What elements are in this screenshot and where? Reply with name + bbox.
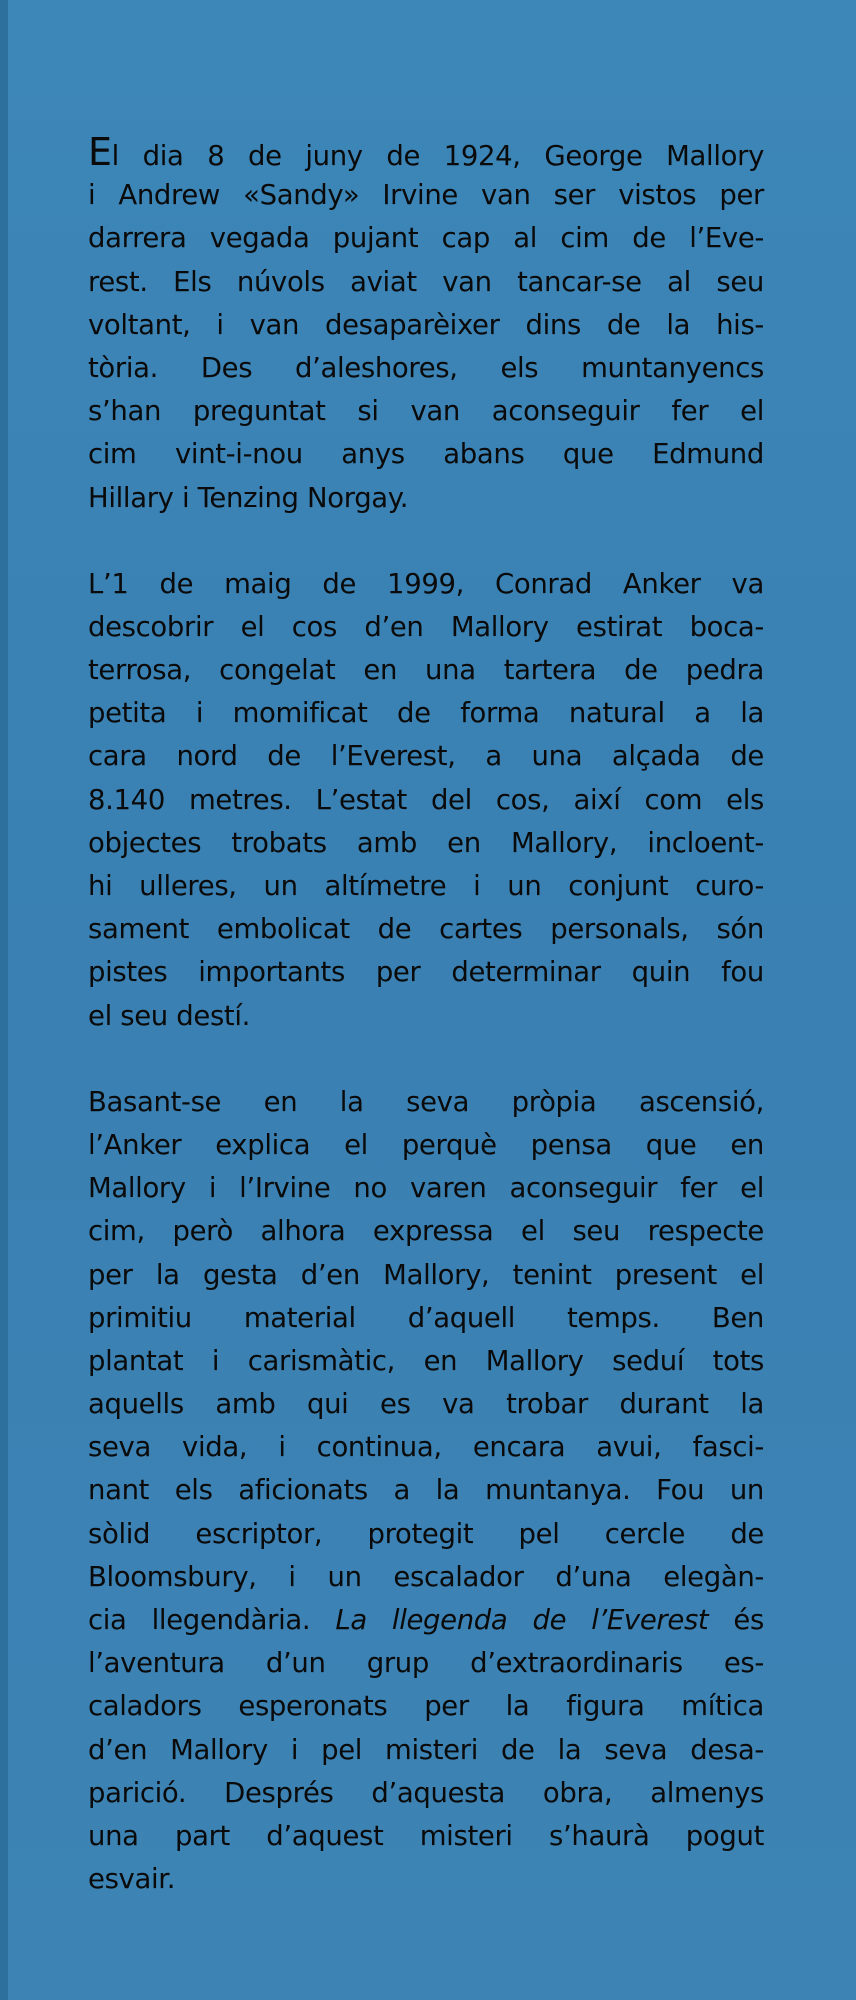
text-line: sament embolicat de cartes personals, són (88, 913, 764, 946)
text-line: objectes trobats amb en Mallory, incloent- (88, 826, 764, 859)
text-line: Hillary i Tenzing Norgay. (88, 481, 409, 514)
text-line: i Andrew «Sandy» Irvine van ser vistos per (88, 179, 764, 212)
paragraph-gap (88, 1038, 764, 1081)
text-line: esvair. (88, 1863, 176, 1896)
text-line: L’1 de maig de 1999, Conrad Anker va (88, 567, 764, 600)
text-line: d’en Mallory i pel misteri de la seva desa- (88, 1733, 764, 1766)
text-line: Mallory i l’Irvine no varen aconseguir fer el (88, 1172, 764, 1205)
text-line: s’han preguntat si van aconseguir fer el (88, 395, 764, 428)
paragraph-3 (88, 1081, 764, 1902)
text-line: l’aventura d’un grup d’extraordinaris es- (88, 1647, 764, 1680)
text-line (88, 1599, 764, 1642)
drop-cap: E (88, 130, 112, 174)
paragraph-1 (88, 131, 764, 520)
book-title: La llegenda de l’Everest (335, 1604, 709, 1636)
text-line: descobrir el cos d’en Mallory estirat boca- (88, 610, 764, 643)
text-line: parició. Després d’aquesta obra, almenys (88, 1776, 764, 1809)
paragraph-gap (88, 520, 764, 563)
text-line: el seu destí. (88, 999, 251, 1032)
text-line: per la gesta d’en Mallory, tenint present el (88, 1258, 764, 1291)
text-line: pistes importants per determinar quin fou (88, 956, 764, 989)
text-line: una part d’aquest misteri s’haurà pogut (88, 1819, 764, 1852)
text-line: hi ulleres, un altímetre i un conjunt curo- (88, 870, 764, 902)
text-line: cara nord de l’Everest, a una alçada de (88, 740, 764, 773)
text-line: 8.140 metres. L’estat del cos, així com els (88, 783, 764, 816)
text-line (88, 131, 764, 174)
line-rest: l dia 8 de juny de 1924, George Mallory (111, 140, 764, 172)
text-line: Bloomsbury, i un escalador d’una elegàn- (88, 1560, 764, 1593)
line-end: és (708, 1604, 764, 1636)
text-line: petita i momificat de forma natural a la (88, 697, 764, 730)
text-line: tòria. Des d’aleshores, els muntanyencs (88, 351, 764, 384)
text-line: seva vida, i continua, encara avui, fasci- (88, 1431, 764, 1464)
text-line: terrosa, congelat en una tartera de pedra (88, 654, 764, 687)
paragraph-2 (88, 563, 764, 1038)
text-line: plantat i carismàtic, en Mallory seduí tots (88, 1344, 764, 1377)
text-line: primitiu material d’aquell temps. Ben (88, 1301, 764, 1334)
text-line: cim vint-i-nou anys abans que Edmund (88, 438, 764, 471)
text-line: nant els aficionats a la muntanya. Fou un (88, 1474, 764, 1507)
text-line: cim, però alhora expressa el seu respecte (88, 1215, 764, 1248)
text-line: darrera vegada pujant cap al cim de l’Eve- (88, 222, 764, 255)
text-line: sòlid escriptor, protegit pel cercle de (88, 1517, 764, 1550)
text-line: aquells amb qui es va trobar durant la (88, 1388, 764, 1421)
text-line: l’Anker explica el perquè pensa que en (88, 1128, 764, 1161)
text-line: caladors esperonats per la figura mítica (88, 1690, 764, 1723)
text-line: rest. Els núvols aviat van tancar-se al seu (88, 265, 764, 298)
text-line: Basant-se en la seva pròpia ascensió, (88, 1085, 764, 1118)
text-line: voltant, i van desaparèixer dins de la his- (88, 308, 764, 341)
line-start: cia llegendària. (88, 1604, 311, 1636)
cover-spine-edge (0, 0, 8, 2000)
blurb-text (88, 131, 764, 1901)
